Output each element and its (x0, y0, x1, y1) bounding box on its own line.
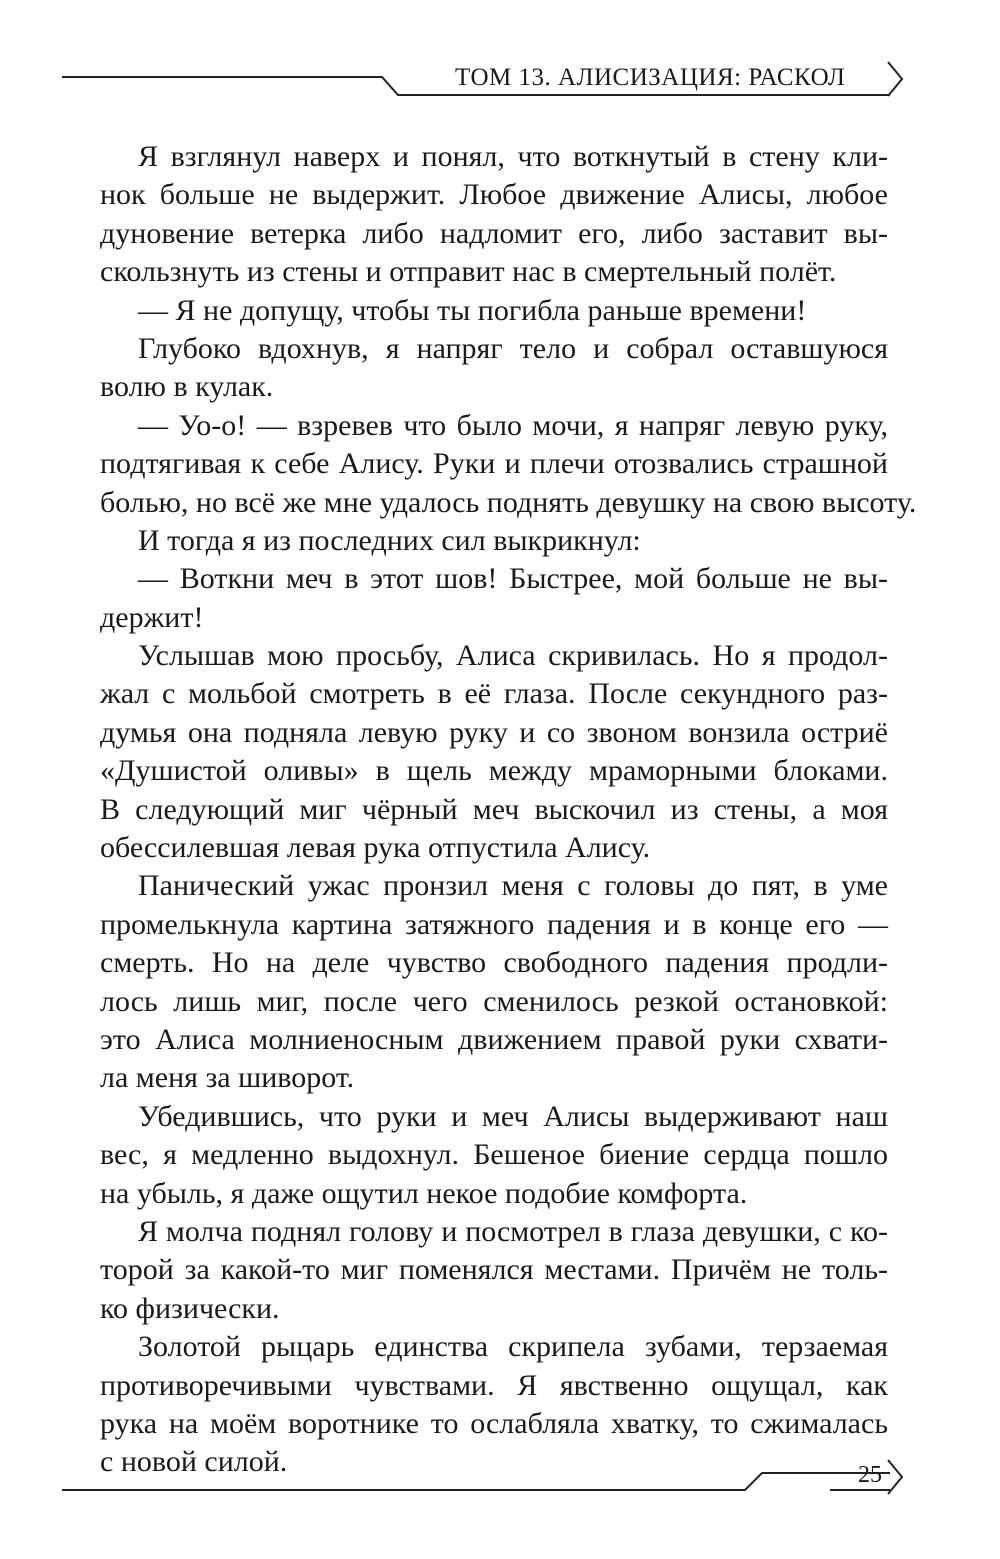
text-line: нок больше не выдержит. Любое движение Алисы, любое (100, 178, 888, 212)
text-line: ко физически. (100, 1291, 280, 1325)
running-head: ТОМ 13. АЛИСИЗАЦИЯ: РАСКОЛ (455, 64, 846, 91)
text-line: вес, я медленно выдохнул. Бешеное биение сердца пошло (100, 1138, 888, 1172)
header-ornament-rule (0, 0, 1000, 120)
paragraph (62, 1098, 888, 1213)
text-line: — Уо-о! — взревев что было мочи, я напряг левую руку, (138, 408, 888, 442)
text-line: Золотой рыцарь единства скрипела зубами, терзаемая (138, 1330, 888, 1364)
text-line: торой за какой-то миг поменялся местами. Причём не толь- (100, 1253, 888, 1287)
text-line: — Я не допущу, чтобы ты погибла раньше времени! (138, 293, 807, 327)
text-line: подтягивая к себе Алису. Руки и плечи отозвались страшной (100, 447, 888, 481)
text-line: на убыль, я даже ощутил некое подобие комфорта. (100, 1176, 748, 1210)
text-line: жал с мольбой смотреть в её глаза. После секундного раз- (100, 677, 888, 711)
text-line: ла меня за шиворот. (100, 1061, 355, 1095)
text-line: Я взглянул наверх и понял, что воткнутый в стену кли- (138, 140, 888, 173)
paragraph (62, 407, 917, 522)
text-line: В следующий миг чёрный меч выскочил из стены, а моя (100, 792, 888, 826)
text-line: смерть. Но на деле чувство свободного падения продли- (100, 946, 888, 980)
text-line: это Алиса молниеносным движением правой руки схвати- (100, 1022, 888, 1056)
text-line: противоречивыми чувствами. Я явственно ощущал, как (100, 1368, 888, 1402)
text-line: Глубоко вдохнув, я напряг тело и собрал оставшуюся (138, 331, 888, 365)
paragraph (62, 138, 888, 292)
body-text (62, 138, 917, 1482)
text-line: И тогда я из последних сил выкрикнул: (138, 523, 641, 557)
text-line: промелькнула картина затяжного падения и в конце его — (100, 907, 888, 941)
text-line: Услышав мою просьбу, Алиса скривилась. Но я продол- (138, 639, 888, 673)
text-line: Убедившись, что руки и меч Алисы выдерживают наш (138, 1099, 888, 1133)
text-line: лось лишь миг, после чего сменилось резкой остановкой: (100, 984, 888, 1018)
text-line: держит! (100, 600, 204, 634)
page-number: 25 (858, 1462, 882, 1488)
text-line: волю в кулак. (100, 370, 274, 404)
paragraph (62, 522, 888, 560)
text-line: «Душистой оливы» в щель между мраморными блоками. (100, 754, 888, 788)
text-line: обессилевшая левая рука отпустила Алису. (100, 831, 651, 865)
text-line: Панический ужас пронзил меня с головы до пят, в уме (138, 869, 888, 903)
text-line: Я молча поднял голову и посмотрел в глаза девушки, с ко- (138, 1214, 888, 1248)
paragraph (62, 560, 888, 637)
paragraph (62, 292, 888, 330)
paragraph (62, 1213, 888, 1328)
paragraph (62, 637, 888, 867)
paragraph (62, 867, 888, 1097)
text-line: рука на моём воротнике то ослабляла хватку, то сжималась (100, 1406, 888, 1440)
text-line: скользнуть из стены и отправит нас в смертельный полёт. (100, 255, 837, 289)
text-line: дуновение ветерка либо надломит его, либо заставит вы- (100, 216, 888, 250)
text-line: болью, но всё же мне удалось поднять девушку на свою высоту. (100, 485, 917, 519)
text-line: с новой силой. (100, 1445, 288, 1479)
paragraph (62, 330, 888, 407)
text-line: думья она подняла левую руку и со звоном вонзила остриё (100, 715, 888, 749)
text-line: — Воткни меч в этот шов! Быстрее, мой больше не вы- (138, 562, 888, 596)
